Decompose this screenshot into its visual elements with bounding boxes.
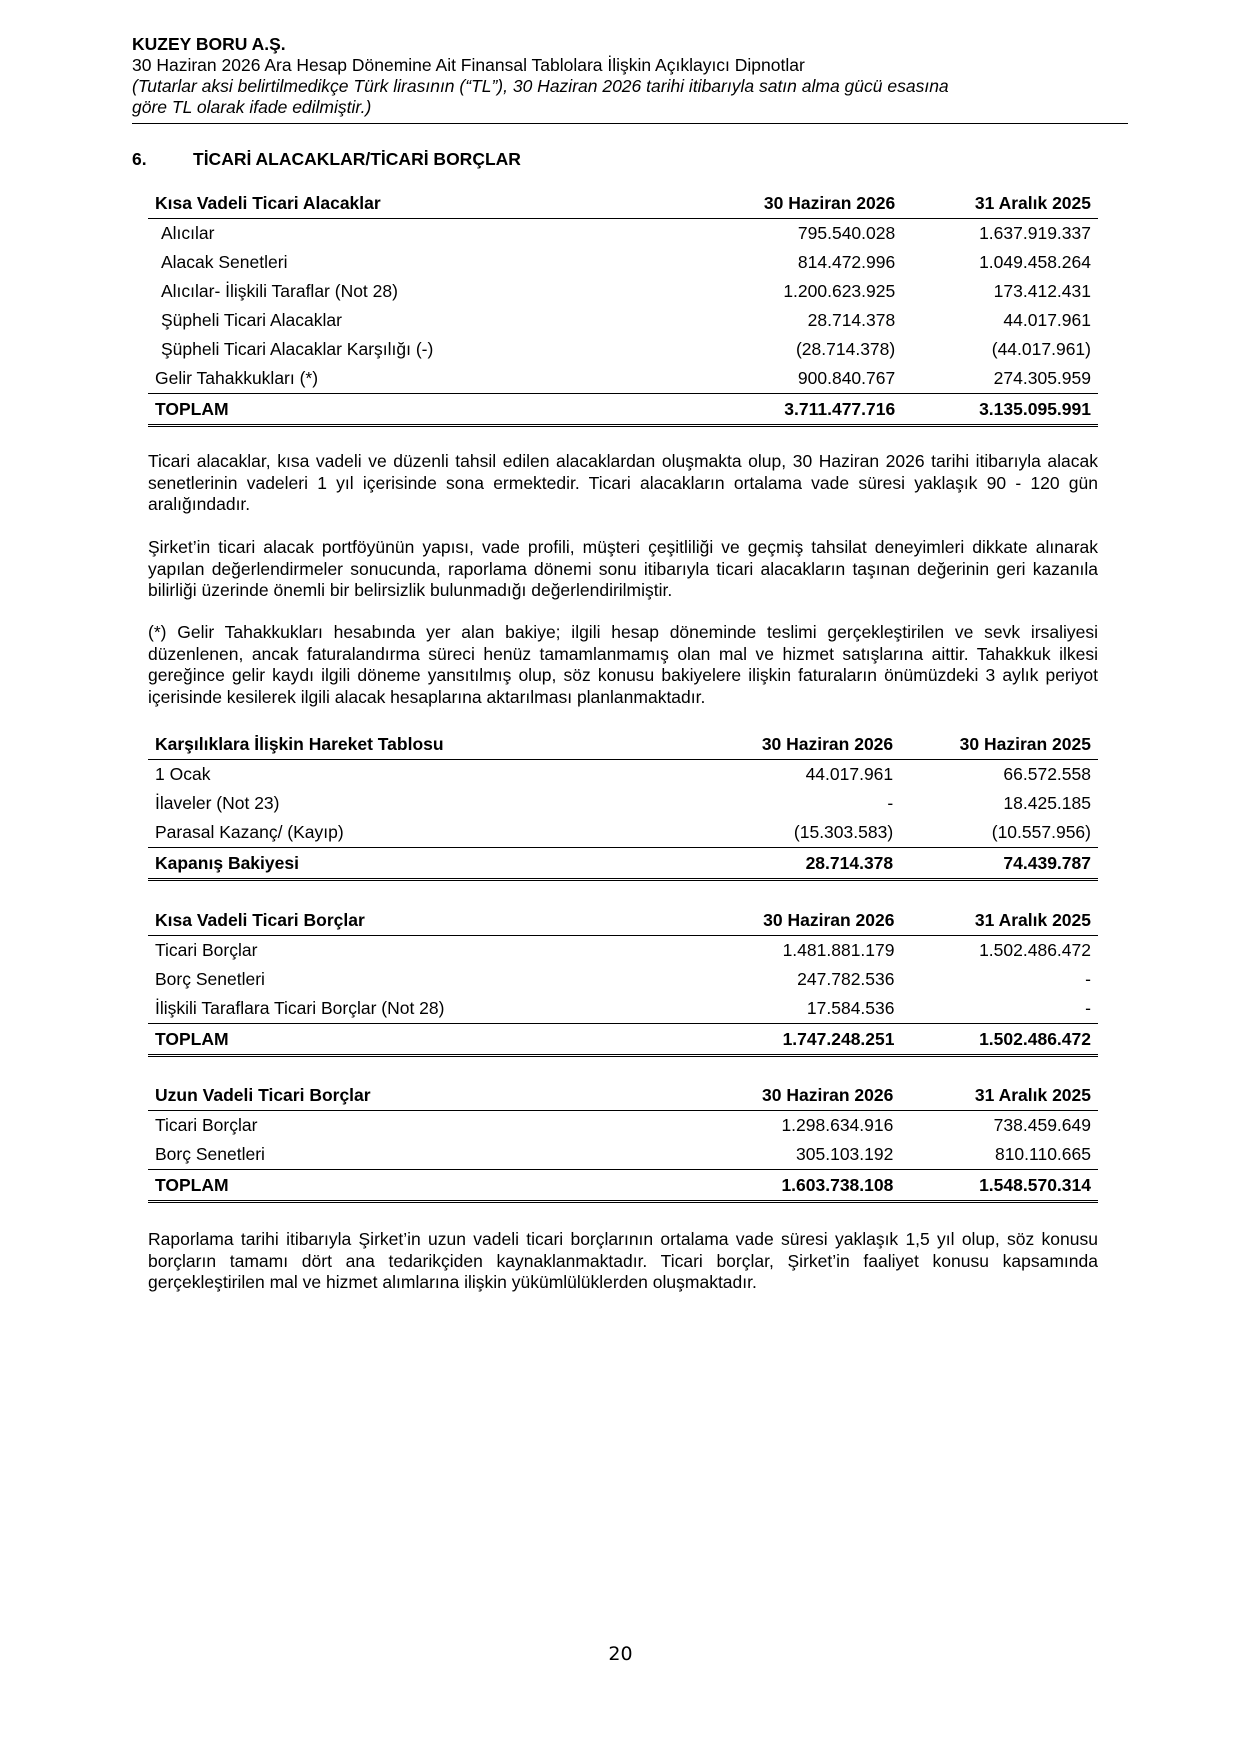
- currency-note-line-2: göre TL olarak ifade edilmiştir.): [132, 97, 372, 117]
- total-value: 3.711.477.716: [705, 394, 902, 426]
- total-value: 1.502.486.472: [902, 1024, 1099, 1056]
- row-value: 17.584.536: [806, 998, 895, 1018]
- table-row: [148, 994, 1098, 1024]
- row-value: 738.459.649: [993, 1115, 1091, 1135]
- row-label: Şüpheli Ticari Alacaklar: [161, 310, 342, 330]
- table-row: [148, 965, 1098, 994]
- row-value: 1.502.486.472: [979, 940, 1091, 960]
- section-number: 6.: [132, 149, 147, 169]
- short-term-payables-table: [148, 905, 1098, 1057]
- paragraph-long-term-payables: Raporlama tarihi itibarıyla Şirket’in uzun vadeli ticari borçlarının ortalama vade süresi yaklaşık 1,5 yıl olup, söz konusu borçların tamamı dört ana tedarikçiden kaynaklanmaktadır. Ticari borçlar, Şirket’in faaliyet konusu kapsamında gerçekleştirilen mal ve hizmet alımlarına ilişkin yükümlülüklerden oluşmaktadır.: [148, 1229, 1098, 1292]
- row-value: 814.472.996: [797, 252, 896, 272]
- page-header: [132, 34, 1128, 118]
- row-value: 1.298.634.916: [781, 1115, 894, 1135]
- short-term-receivables-table: [148, 188, 1098, 427]
- company-name: KUZEY BORU A.Ş.: [132, 34, 286, 54]
- row-value: 44.017.961: [1003, 310, 1091, 330]
- row-value: 173.412.431: [993, 281, 1091, 301]
- row-value: 1.049.458.264: [979, 252, 1091, 272]
- table-header-row: [148, 188, 1098, 219]
- total-value: 74.439.787: [900, 848, 1098, 880]
- provisions-movement-table: [148, 729, 1098, 881]
- row-label: Gelir Tahakkukları (*): [155, 368, 319, 388]
- table-row: [148, 818, 1098, 848]
- row-label: Ticari Borçlar: [155, 1115, 258, 1135]
- total-label: Kapanış Bakiyesi: [148, 848, 702, 880]
- row-label: Alıcılar: [161, 223, 215, 243]
- page-number: 20: [608, 1643, 633, 1665]
- table-total-row: [148, 1024, 1098, 1056]
- row-label: Ticari Borçlar: [155, 940, 258, 960]
- row-label: İlişkili Taraflara Ticari Borçlar (Not 28): [155, 998, 445, 1018]
- row-value: 247.782.536: [797, 969, 895, 989]
- row-label: Borç Senetleri: [155, 1144, 265, 1164]
- table-row: [148, 760, 1098, 790]
- row-label: Şüpheli Ticari Alacaklar Karşılığı (-): [161, 339, 434, 359]
- paragraph-receivables-maturity: Ticari alacaklar, kısa vadeli ve düzenli tahsil edilen alacaklardan oluşmakta olup, 30 Haziran 2026 tarihi itibarıyla alacak senetlerinin vadeleri 1 yıl içerisinde sona ermektedir. Ticari alacakların ortalama vade süresi yaklaşık 90 - 120 gün aralığındadır.: [148, 451, 1098, 514]
- total-value: 1.603.738.108: [701, 1170, 900, 1202]
- column-header: 30 Haziran 2026: [701, 1080, 900, 1111]
- row-value: 1.481.881.179: [782, 940, 895, 960]
- column-header: 30 Haziran 2025: [900, 729, 1098, 760]
- row-value: (28.714.378): [795, 339, 896, 359]
- row-value: 274.305.959: [993, 368, 1091, 388]
- column-header: 31 Aralık 2025: [902, 905, 1099, 936]
- table-row: [148, 364, 1098, 394]
- long-term-payables-table: [148, 1080, 1098, 1203]
- total-value: 1.548.570.314: [900, 1170, 1098, 1202]
- table-header-row: [148, 1080, 1098, 1111]
- row-label: Parasal Kazanç/ (Kayıp): [155, 822, 344, 842]
- row-value: (15.303.583): [793, 822, 894, 842]
- row-label: Borç Senetleri: [155, 969, 265, 989]
- table-total-row: [148, 394, 1098, 426]
- table-row: [148, 277, 1098, 306]
- row-value: (10.557.956): [991, 822, 1091, 842]
- table-row: [148, 306, 1098, 335]
- row-value: -: [887, 793, 894, 813]
- column-header: Kısa Vadeli Ticari Borçlar: [148, 905, 703, 936]
- row-value: 795.540.028: [797, 223, 896, 243]
- row-label: 1 Ocak: [155, 764, 211, 784]
- total-value: 28.714.378: [702, 848, 900, 880]
- row-value: 1.200.623.925: [783, 281, 896, 301]
- currency-note-line-1: (Tutarlar aksi belirtilmedikçe Türk lirasının (“TL”), 30 Haziran 2026 tarihi itibarıyla satın alma gücü esasına: [132, 76, 949, 96]
- table-row: [148, 219, 1098, 249]
- total-value: 3.135.095.991: [902, 394, 1098, 426]
- row-value: -: [1085, 969, 1091, 989]
- row-value: 305.103.192: [796, 1144, 894, 1164]
- total-label: TOPLAM: [148, 394, 705, 426]
- column-header: 30 Haziran 2026: [702, 729, 900, 760]
- section-heading: TİCARİ ALACAKLAR/TİCARİ BORÇLAR: [193, 149, 521, 169]
- row-label: Alacak Senetleri: [161, 252, 288, 272]
- row-value: 18.425.185: [1003, 793, 1091, 813]
- table-row: [148, 248, 1098, 277]
- column-header: Karşılıklara İlişkin Hareket Tablosu: [148, 729, 702, 760]
- row-label: Alıcılar- İlişkili Taraflar (Not 28): [161, 281, 398, 301]
- table-total-row: [148, 1170, 1098, 1202]
- row-value: 900.840.767: [797, 368, 896, 388]
- total-label: TOPLAM: [148, 1024, 703, 1056]
- row-value: 66.572.558: [1003, 764, 1091, 784]
- row-label: İlaveler (Not 23): [155, 793, 280, 813]
- total-value: 1.747.248.251: [703, 1024, 901, 1056]
- table-row: [148, 936, 1098, 966]
- table-total-row: [148, 848, 1098, 880]
- table-row: [148, 789, 1098, 818]
- section-title: [132, 149, 521, 170]
- row-value: 28.714.378: [807, 310, 896, 330]
- row-value: 810.110.665: [994, 1144, 1091, 1164]
- report-subtitle: 30 Haziran 2026 Ara Hesap Dönemine Ait Finansal Tablolara İlişkin Açıklayıcı Dipnotlar: [132, 55, 805, 75]
- table-row: [148, 1140, 1098, 1170]
- column-header: 31 Aralık 2025: [902, 188, 1098, 219]
- total-label: TOPLAM: [148, 1170, 701, 1202]
- table-row: [148, 1111, 1098, 1141]
- table-header-row: [148, 729, 1098, 760]
- column-header: 30 Haziran 2026: [703, 905, 901, 936]
- row-value: -: [1085, 998, 1091, 1018]
- table-row: [148, 335, 1098, 364]
- column-header: Uzun Vadeli Ticari Borçlar: [148, 1080, 701, 1111]
- header-divider: [132, 123, 1128, 124]
- row-value: (44.017.961): [991, 339, 1091, 359]
- column-header: 30 Haziran 2026: [705, 188, 902, 219]
- row-value: 44.017.961: [805, 764, 894, 784]
- table-header-row: [148, 905, 1098, 936]
- row-value: 1.637.919.337: [979, 223, 1091, 243]
- paragraph-receivables-assessment: Şirket’in ticari alacak portföyünün yapısı, vade profili, müşteri çeşitliliği ve geçmiş tahsilat deneyimleri dikkate alınarak yapılan değerlendirmeler sonucunda, raporlama dönemi sonu itibarıyla ticari alacakların taşınan değerinin geri kazanıla bilirliği üzerinde önemli bir belirsizlik bulunmadığı değerlendirilmiştir.: [148, 537, 1098, 600]
- column-header: 31 Aralık 2025: [900, 1080, 1098, 1111]
- column-header: Kısa Vadeli Ticari Alacaklar: [148, 188, 705, 219]
- paragraph-income-accruals-note: (*) Gelir Tahakkukları hesabında yer alan bakiye; ilgili hesap döneminde teslimi gerçekleştirilen ve sevk irsaliyesi düzenlenen, ancak faturalandırma süreci henüz tamamlanmamış olan mal ve hizmet satışlarına aittir. Tahakkuk ilkesi gereğince gelir kaydı ilgili döneme yansıtılmış olup, söz konusu bakiyelere ilişkin faturaların önümüzdeki 3 aylık periyot içerisinde kesilerek ilgili alacak hesaplarına aktarılması planlanmaktadır.: [148, 622, 1098, 707]
